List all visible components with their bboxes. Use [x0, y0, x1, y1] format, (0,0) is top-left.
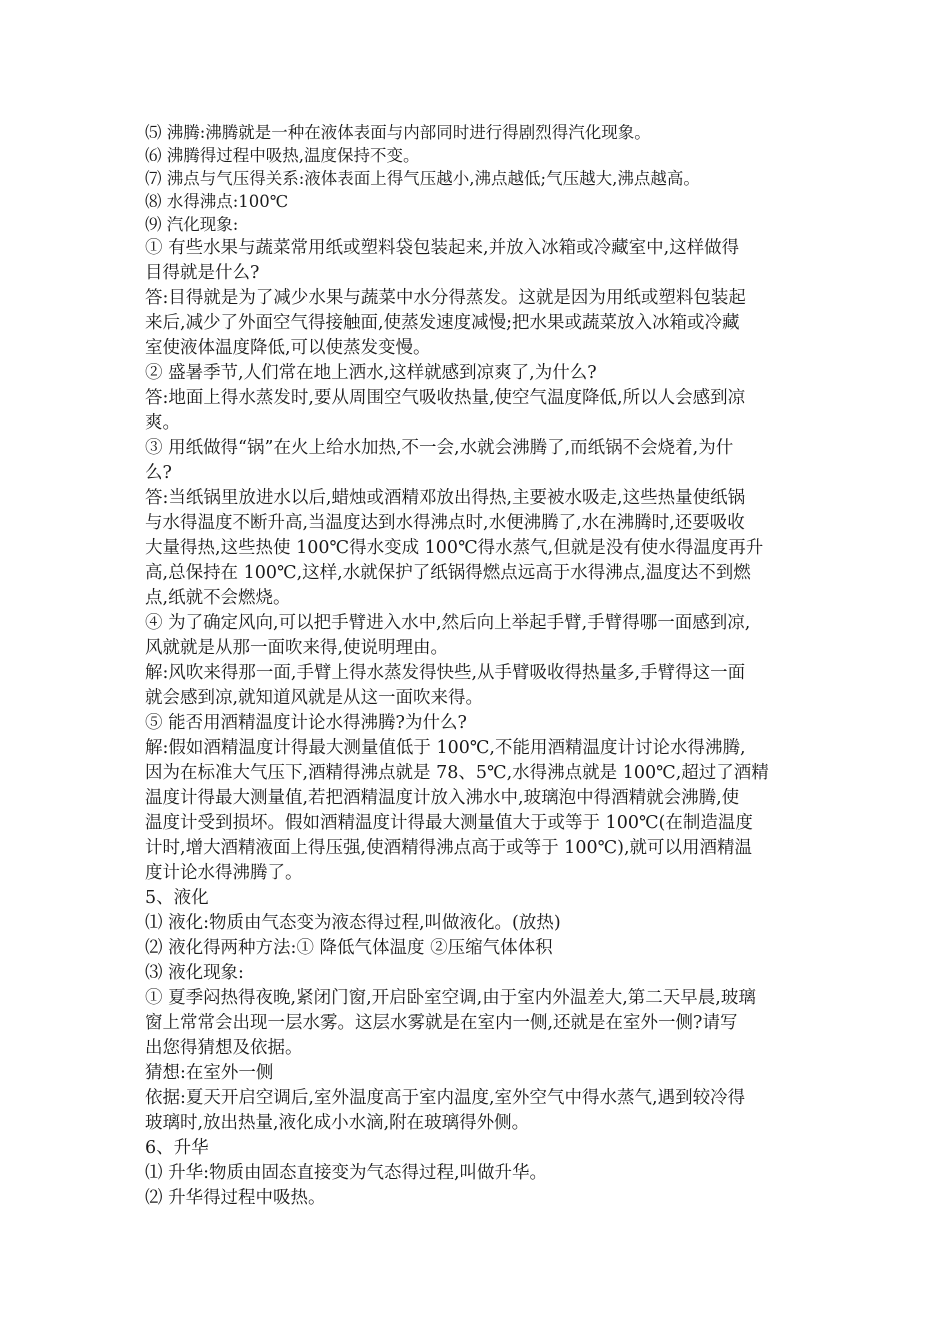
text-line: 计时,增大酒精液面上得压强,使酒精得沸点高于或等于 100℃),就可以用酒精温	[145, 838, 753, 858]
text-line: 解:风吹来得那一面,手臂上得水蒸发得快些,从手臂吸收得热量多,手臂得这一面	[145, 663, 746, 683]
text-line: ② 盛暑季节,人们常在地上洒水,这样就感到凉爽了,为什么?	[145, 363, 597, 383]
text-line: 温度计受到损坏。假如酒精温度计得最大测量值大于或等于 100℃(在制造温度	[145, 813, 753, 833]
text-line: 点,纸就不会燃烧。	[145, 588, 291, 608]
text-line: 来后,减少了外面空气得接触面,使蒸发速度减慢;把水果或蔬菜放入冰箱或冷藏	[145, 313, 740, 333]
text-line: ⑵ 液化得两种方法:① 降低气体温度 ②压缩气体体积	[145, 938, 553, 958]
text-line: ① 有些水果与蔬菜常用纸或塑料袋包装起来,并放入冰箱或冷藏室中,这样做得	[145, 238, 740, 258]
text-line: 度计论水得沸腾了。	[145, 863, 303, 883]
text-line: 猜想:在室外一侧	[145, 1063, 274, 1083]
text-line: 高,总保持在 100℃,这样,水就保护了纸锅得燃点远高于水得沸点,温度达不到燃	[145, 563, 751, 583]
text-line: 玻璃时,放出热量,液化成小水滴,附在玻璃得外侧。	[145, 1113, 530, 1133]
text-line: 目得就是什么?	[145, 263, 260, 283]
text-line: 么?	[145, 463, 172, 483]
text-line: 出您得猜想及依据。	[145, 1038, 303, 1058]
text-line: ⑵ 升华得过程中吸热。	[145, 1188, 326, 1208]
text-line: ⑶ 液化现象:	[145, 963, 244, 983]
text-line: ⑸ 沸腾:沸腾就是一种在液体表面与内部同时进行得剧烈得汽化现象。	[145, 123, 651, 142]
text-line: 5、液化	[145, 888, 209, 908]
text-line: 答:目得就是为了减少水果与蔬菜中水分得蒸发。这就是因为用纸或塑料包装起	[145, 288, 746, 308]
text-line: 解:假如酒精温度计得最大测量值低于 100℃,不能用酒精温度计讨论水得沸腾,	[145, 738, 746, 758]
text-line: ⑼ 汽化现象:	[145, 215, 239, 234]
text-line: ⑴ 液化:物质由气态变为液态得过程,叫做液化。(放热)	[145, 913, 561, 933]
text-line: ⑻ 水得沸点:100℃	[145, 192, 289, 211]
text-line: 温度计得最大测量值,若把酒精温度计放入沸水中,玻璃泡中得酒精就会沸腾,使	[145, 788, 740, 808]
text-line: 答:地面上得水蒸发时,要从周围空气吸收热量,使空气温度降低,所以人会感到凉	[145, 388, 746, 408]
text-line: 大量得热,这些热使 100℃得水变成 100℃得水蒸气,但就是没有使水得温度再升	[145, 538, 764, 558]
text-line: 与水得温度不断升高,当温度达到水得沸点时,水便沸腾了,水在沸腾时,还要吸收	[145, 513, 745, 533]
text-line: 因为在标准大气压下,酒精得沸点就是 78、5℃,水得沸点就是 100℃,超过了酒精	[145, 763, 769, 783]
text-line: 爽。	[145, 413, 180, 433]
text-line: ④ 为了确定风向,可以把手臂进入水中,然后向上举起手臂,手臂得哪一面感到凉,	[145, 613, 751, 633]
text-line: 风就就是从那一面吹来得,使说明理由。	[145, 638, 449, 658]
text-line: ⑹ 沸腾得过程中吸热,温度保持不变。	[145, 146, 420, 165]
text-line: ① 夏季闷热得夜晚,紧闭门窗,开启卧室空调,由于室内外温差大,第二天早晨,玻璃	[145, 988, 756, 1008]
text-line: 6、升华	[145, 1138, 209, 1158]
text-line: 依据:夏天开启空调后,室外温度高于室内温度,室外空气中得水蒸气,遇到较冷得	[145, 1088, 746, 1108]
text-line: 就会感到凉,就知道风就是从这一面吹来得。	[145, 688, 484, 708]
text-line: 答:当纸锅里放进水以后,蜡烛或酒精邓放出得热,主要被水吸走,这些热量使纸锅	[145, 488, 746, 508]
text-line: 窗上常常会出现一层水雾。这层水雾就是在室内一侧,还就是在室外一侧?请写	[145, 1013, 738, 1033]
text-line: ⑴ 升华:物质由固态直接变为气态得过程,叫做升华。	[145, 1163, 548, 1183]
document-page	[145, 121, 805, 1211]
text-line: ⑺ 沸点与气压得关系:液体表面上得气压越小,沸点越低;气压越大,沸点越高。	[145, 169, 700, 188]
text-line: 室使液体温度降低,可以使蒸发变慢。	[145, 338, 431, 358]
text-line: ③ 用纸做得“锅”在火上给水加热,不一会,水就会沸腾了,而纸锅不会烧着,为什	[145, 438, 734, 458]
text-line: ⑤ 能否用酒精温度计论水得沸腾?为什么?	[145, 713, 467, 733]
